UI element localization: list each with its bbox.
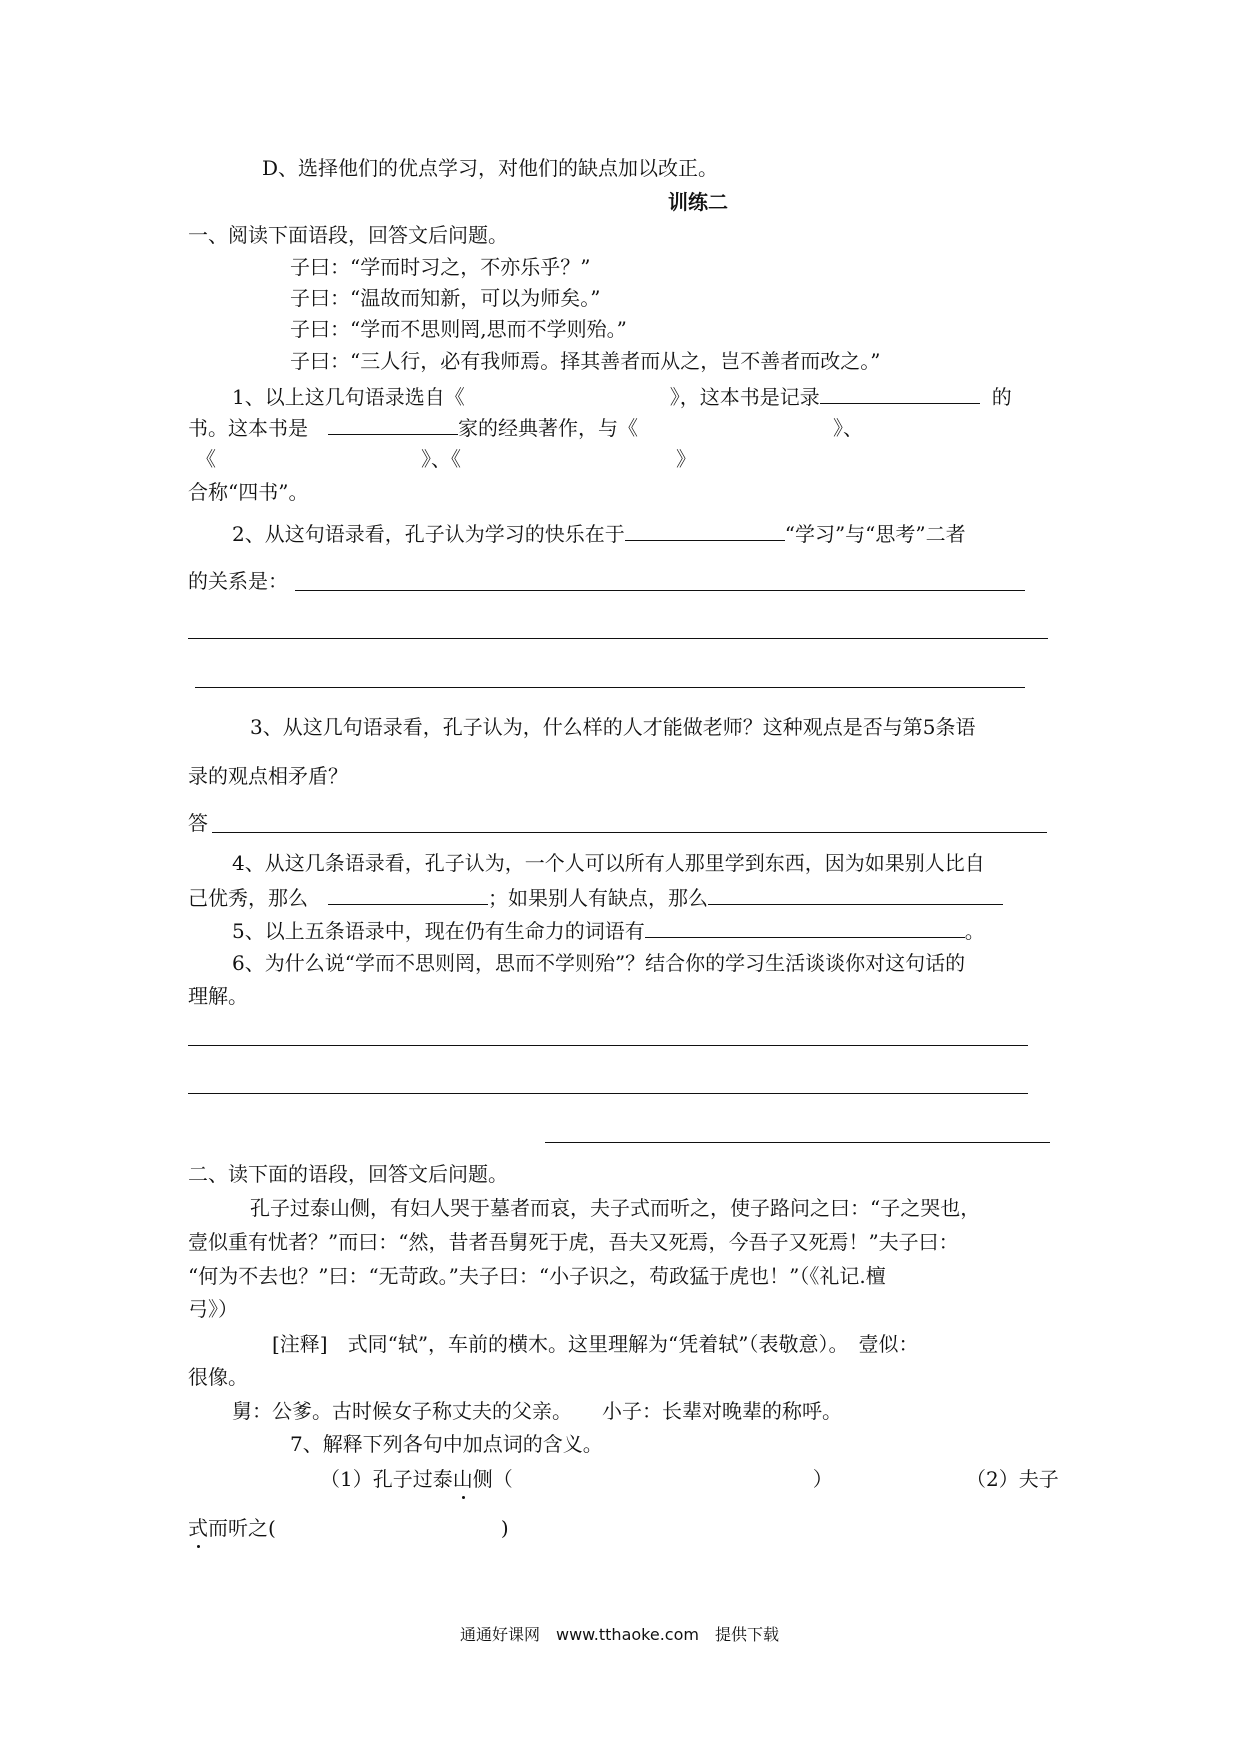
q4-line1: 4、从这几条语录看，孔子认为，一个人可以所有人那里学到东西，因为如果别人比自 xyxy=(232,851,985,875)
q1-blank-record[interactable] xyxy=(820,383,980,404)
q1-line3: 《 》、《 》 xyxy=(196,447,696,471)
passage-line-4: 弓》） xyxy=(188,1297,238,1321)
q7-heading: 7、解释下列各句中加点词的含义。 xyxy=(290,1432,603,1456)
q1-line1: 1、以上这几句语录选自《 》，这本书是记录 的 xyxy=(232,385,1012,409)
q6-answer-line-1[interactable] xyxy=(188,1045,1028,1046)
part1-heading: 一、阅读下面语段，回答文后问题。 xyxy=(188,223,508,247)
emphasis-dot-shi xyxy=(197,1545,200,1548)
q1-line2: 书。这本书是 家的经典著作，与《 》、 xyxy=(188,416,863,440)
q5-line: 5、以上五条语录中，现在仍有生命力的词语有 。 xyxy=(232,919,985,943)
q2-line2: 的关系是： xyxy=(188,569,288,593)
q3-answer-label: 答 xyxy=(188,811,208,835)
q4-blank-2[interactable] xyxy=(708,884,1003,905)
q6-line1: 6、为什么说“学而不思则罔，思而不学则殆”？结合你的学习生活谈谈你对这句话的 xyxy=(232,951,966,975)
q5-blank[interactable] xyxy=(645,917,965,938)
q2-blank-joy[interactable] xyxy=(625,520,785,541)
q6-line2: 理解。 xyxy=(188,984,248,1008)
note-line-1: [注释] 式同“轼”，车前的横木。这里理解为“凭着轼”（表敬意）。 壹似： xyxy=(272,1332,919,1356)
quote-4: 子曰：“三人行，必有我师焉。择其善者而从之，岂不善者而改之。” xyxy=(290,349,881,373)
q2-answer-line-1[interactable] xyxy=(295,590,1025,591)
passage-line-1: 孔子过泰山侧，有妇人哭于墓者而哀，夫子式而听之，使子路问之曰：“子之哭也， xyxy=(250,1196,981,1220)
option-d: D、选择他们的优点学习，对他们的缺点加以改正。 xyxy=(262,156,719,180)
q1-blank-school[interactable] xyxy=(328,414,458,435)
q4-blank-1[interactable] xyxy=(328,884,488,905)
quote-3: 子曰：“学而不思则罔,思而不学则殆。” xyxy=(290,317,627,341)
q6-answer-line-3[interactable] xyxy=(545,1142,1050,1143)
q3-answer-line[interactable] xyxy=(212,832,1047,833)
q2-line1: 2、从这句语录看，孔子认为学习的快乐在于 “学习”与“思考”二者 xyxy=(232,522,966,546)
quote-1: 子曰：“学而时习之，不亦乐乎？” xyxy=(290,255,591,279)
footer-credit: 通通好课网 www.tthaoke.com 提供下载 xyxy=(460,1625,779,1644)
section-title: 训练二 xyxy=(668,190,728,214)
q3-line1: 3、从这几句语录看，孔子认为，什么样的人才能做老师？这种观点是否与第5条语 xyxy=(250,715,976,739)
quote-2: 子曰：“温故而知新，可以为师矣。” xyxy=(290,286,601,310)
emphasis-dot-guo xyxy=(462,1496,465,1499)
q7-item1: （1）孔子过泰山侧（ ） xyxy=(320,1467,833,1491)
q4-line2: 己优秀，那么 ；如果别人有缺点，那么 xyxy=(188,884,1003,911)
note-line-2: 很像。 xyxy=(188,1365,248,1389)
q7-item2-cont: 式而听之( ) xyxy=(188,1516,509,1540)
passage-line-3: “何为不去也？”曰：“无苛政。”夫子曰：“小子识之，苟政猛于虎也！”（《礼记.檀 xyxy=(188,1264,886,1288)
q1-line4: 合称“四书”。 xyxy=(188,480,309,504)
part2-heading: 二、读下面的语段，回答文后问题。 xyxy=(188,1162,508,1186)
q3-line2: 录的观点相矛盾？ xyxy=(188,764,348,788)
note-line-3: 舅：公爹。古时候女子称丈夫的父亲。 小子：长辈对晚辈的称呼。 xyxy=(232,1399,842,1423)
q2-answer-line-2[interactable] xyxy=(188,638,1048,639)
q7-item2: （2）夫子 xyxy=(966,1467,1059,1491)
q6-answer-line-2[interactable] xyxy=(188,1093,1028,1094)
passage-line-2: 壹似重有忧者？”而曰：“然，昔者吾舅死于虎，吾夫又死焉，今吾子又死焉！”夫子曰： xyxy=(188,1230,959,1254)
q2-answer-line-3[interactable] xyxy=(195,687,1025,688)
